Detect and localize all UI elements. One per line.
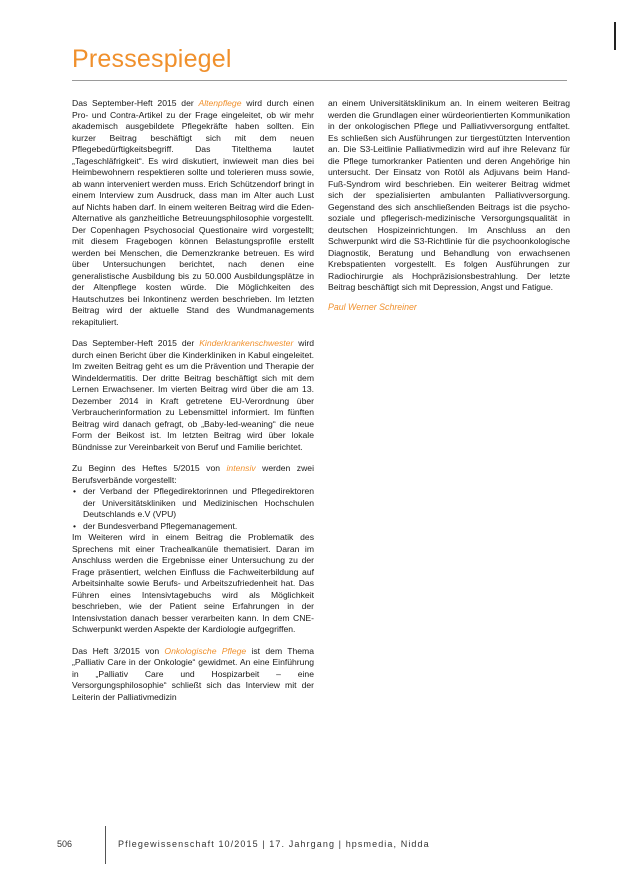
paragraph-intensiv-intro (72, 463, 314, 486)
paragraph-altenpflege (72, 98, 314, 328)
page-edge-marker (614, 22, 616, 50)
paragraph-intensiv-body: Im Weiteren wird in einem Beitrag die Problematik des Sprechens mit einer Trachealkanüle thematisiert. Daran im Anschluss werden die Ergebnisse einer Untersuchung zu der Frage präsentiert, welchen Einfluss die Fachweiterbildung auf Arbeitsinhalte sowie Berufs- und Arbeitszufriedenheit hat. Das Führen eines Intensivtagebuchs wird als Möglichkeit beschrieben, wie der Patient seine Erfahrungen in der Intensivstation danach besser verarbeiten kann. In dem CNE-Schwerpunkt werden Aspekte der Kardiologie aufgegriffen. (72, 532, 314, 634)
paragraph-text: Das September-Heft 2015 der (72, 98, 199, 108)
page-title: Pressespiegel (72, 45, 232, 73)
paragraph-text: ist dem Thema „Palliativ Care in der Onkologie“ gewidmet. An eine Einführung in „Palliativ Care und Hospizarbeit – eine Versorgungsphilosophie“ schließt sich das Interview mit der Leiterin der Palliativmedizin (72, 645, 314, 702)
author-signature: Paul Werner Schreiner (328, 301, 417, 312)
journal-name-onkologische-pflege: Onkologische Pflege (164, 645, 247, 656)
paragraph-text: Zu Beginn des Heftes 5/2015 von (72, 463, 227, 473)
paragraph-text: wird durch einen Bericht über die Kinderkliniken in Kabul eingeleitet. Im zweiten Beitrag geht es um die Prävention und Therapie der Windeldermatitis. Der dritte Beitrag beschäftigt sich mit dem Lernen Erwachsener. Im vierten Beitrag wird über die am 13. Dezember 2014 in Kraft getretene EU-Verordnung über Verbraucherinformation zu Lebensmittel informiert. Im fünften Beitrag wird danach gefragt, ob „Baby-led-weaning“ die neue Form der Beikost ist. Im letzten Beitrag wird über lokale Bündnisse zur Vereinbarkeit von Beruf und Familie berichtet. (72, 338, 314, 452)
journal-name-altenpflege: Altenpflege (198, 98, 242, 108)
list-item: • der Verband der Pflegedirektorinnen und Pflegedirektoren der Universitätskliniken und Medizinischen Hochschulen Deutschlands e.V (VPU) (83, 486, 314, 521)
paragraph-text: Das September-Heft 2015 der (72, 338, 200, 348)
paragraph-text: Das Heft 3/2015 von (72, 645, 165, 656)
journal-name-intensiv: intensiv (226, 463, 256, 473)
paragraph-text: wird durch einen Pro- und Contra-Artikel zu der Frage eingeleitet, ob wir mehr akademisch ausgebildete Pflegekräfte haben sollten. Ein kurzer Beitrag beschäftigt sich mit dem neuen Pflegebedürftigkeitsbegriff. Das Titelthema lautet „Tageschläfrigkeit“. Es wird diskutiert, inwieweit man dies bei Heimbewohnern respektieren sollte und tolerieren muss sowie, ab wann interveniert werden muss. Erich Schützendorf bringt in einem Interview zum Ausdruck, dass man im Alter auch Lust auf Nichts haben darf. In einem weiteren Beitrag wird die Eden-Alternative als ganzheitliche Betreuungsphilosophie vorgestellt. Der Copenhagen Psychosocial Questionaire wird vorgestellt; mit diesem Fragebogen können Belastungsprofile erstellt werden bei Menschen, die Demenzkranke betreuen. Es wird über Untersuchungen berichtet, nach denen eine generalistische Ausbildung bis zu 50.000 Ausbildungsplätze in der Altenpflege kosten würde. Die Möglichkeiten des Hautschutzes bei Inkontinenz werden beschrieben. Im letzten Beitrag wird der aktuelle Stand des Wundmanagements rekapituliert. (72, 98, 314, 327)
paragraph-kinderkrankenschwester (72, 338, 314, 453)
left-column (72, 98, 314, 703)
footer-rule (105, 826, 106, 864)
paragraph-onkologische-pflege-continued: an einem Universitätsklinikum an. In einem weiteren Beitrag werden die Grundlagen einer würdeorientierten Kommunikation in der onkologischen Pflege und Palliativversorgung entfaltet. Es schließen sich Ausführungen zur tiergestützten Intervention an. Die S3-Leitlinie Palliativmedizin wird auf ihre Relevanz für die Pflege tumorkranker Patienten und deren Angehörige hin untersucht. Der Einsatz von Rotöl als Adjuvans beim Hand-Fuß-Syndrom wird beschrieben. Ein weiterer Beitrag widmet sich der spezialisierten ambulanten Palliativversorgung. Gegenstand des sich anschließenden Beitrags ist die psycho-soziale und pflegerisch-medizinische Versorgungsqualität in deutschen Hospizeinrichtungen. Im Anschluss an den Schwerpunkt wird die S3-Richtlinie für die psychoonkologische Diagnostik, Beratung und Behandlung von erwachsenen Krebspatienten vorgestellt. Es folgen Ausführungen zur Radiochirurgie als Hochpräzisionsbestrahlung. Der letzte Beitrag beschäftigt sich mit Depression, Angst und Fatigue. (328, 98, 570, 292)
title-rule (72, 80, 567, 81)
right-column (328, 98, 570, 313)
journal-footer: Pflegewissenschaft 10/2015 | 17. Jahrgang | hpsmedia, Nidda (118, 839, 430, 849)
paragraph-text: werden zwei Berufsverbände vorgestellt: (72, 463, 314, 485)
association-list (72, 486, 314, 532)
list-item: • der Bundesverband Pflegemanagement. (83, 521, 314, 533)
paragraph-onkologische-pflege (72, 646, 314, 704)
page-number: 506 (57, 839, 73, 849)
journal-name-kinderkrankenschwester: Kinderkrankenschwester (199, 338, 294, 348)
